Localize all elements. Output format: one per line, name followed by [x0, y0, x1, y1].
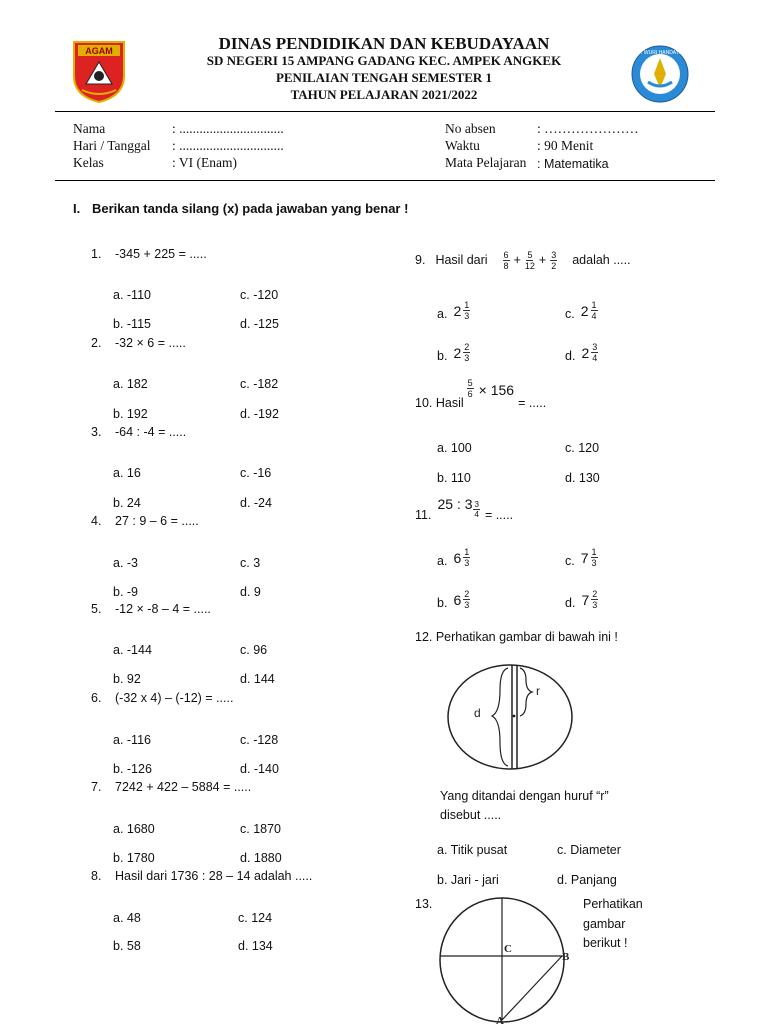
q1-option-b[interactable]: b. -115 — [113, 317, 151, 331]
agency-title: DINAS PENDIDIKAN DAN KEBUDAYAAN — [218, 34, 550, 53]
q9-prefix: Hasil dari — [435, 253, 488, 267]
q6-option-b[interactable]: b. -126 — [113, 762, 152, 776]
q9-suffix: adalah ..... — [572, 253, 631, 267]
q3-option-d[interactable]: d. -24 — [240, 496, 272, 510]
q11-expression: 25 : 3 — [437, 496, 473, 512]
tut-wuri-logo-text: TUT WURI HANDAYANI — [632, 50, 688, 56]
q6-option-d[interactable]: d. -140 — [240, 762, 279, 776]
q12-option-d[interactable]: d. Panjang — [557, 873, 617, 887]
q8-option-d[interactable]: d. 134 — [238, 939, 273, 953]
q9-option-b[interactable]: b. 2 $\frac{2}{3}$ — [437, 342, 470, 363]
q2-option-b[interactable]: b. 192 — [113, 407, 148, 421]
q4-option-c[interactable]: c. 3 — [240, 556, 261, 570]
q7-option-b[interactable]: b. 1780 — [113, 851, 155, 865]
q13-label-a: A — [496, 1015, 504, 1024]
q1-option-d[interactable]: d. -125 — [240, 317, 279, 331]
q9-fraction-3: $\frac{3}{2}$ — [551, 249, 557, 271]
q13-label-b: B — [562, 951, 570, 963]
q9-option-d[interactable]: d. 2 $\frac{3}{4}$ — [565, 342, 598, 363]
q8-number: 8. — [91, 869, 102, 883]
q5-text: -12 × -8 – 4 = ..... — [115, 602, 211, 616]
q5-option-c[interactable]: c. 96 — [240, 643, 268, 657]
question-11 — [415, 496, 513, 522]
q10-option-c[interactable]: c. 120 — [565, 441, 600, 455]
q12-question-line-1: Yang ditandai dengan huruf “r” — [440, 789, 609, 803]
exam-title: PENILAIAN TENGAH SEMESTER 1 — [275, 70, 493, 85]
q3-option-a[interactable]: a. 16 — [113, 466, 141, 480]
q12-label-r: r — [536, 684, 540, 698]
q1-option-a[interactable]: a. -110 — [113, 288, 151, 302]
q8-option-a[interactable]: a. 48 — [113, 911, 141, 925]
q10-suffix: = ..... — [518, 396, 547, 410]
q1-text: -345 + 225 = ..... — [115, 247, 207, 261]
date-value[interactable]: : ............................... — [172, 138, 284, 153]
q5-option-a[interactable]: a. -144 — [113, 643, 152, 657]
name-value[interactable]: : ............................... — [172, 121, 284, 136]
q6-option-a[interactable]: a. -116 — [113, 733, 151, 747]
time-value: : 90 Menit — [537, 138, 594, 153]
question-10 — [415, 378, 546, 410]
q12-option-c[interactable]: c. Diameter — [557, 843, 621, 857]
q13-number: 13. — [415, 897, 433, 911]
q7-text: 7242 + 422 – 5884 = ..... — [115, 780, 252, 794]
q3-option-b[interactable]: b. 24 — [113, 496, 141, 510]
q4-option-b[interactable]: b. -9 — [113, 585, 139, 599]
q8-option-c[interactable]: c. 124 — [238, 911, 273, 925]
q9-number: 9. — [415, 253, 426, 267]
q11-option-a[interactable]: a. 6 $\frac{1}{3}$ — [437, 547, 470, 568]
q11-suffix: = ..... — [484, 508, 514, 522]
q10-multiplier: × 156 — [478, 382, 515, 398]
agam-logo-text: AGAM — [85, 46, 113, 56]
q9-fraction-2: $\frac{5}{12}$ — [524, 249, 535, 271]
q9-option-a[interactable]: a. 2 $\frac{1}{3}$ — [437, 300, 470, 321]
q11-number: 11. — [415, 508, 432, 522]
q2-option-d[interactable]: d. -192 — [240, 407, 279, 421]
q13-label-c: C — [504, 943, 512, 955]
absen-label: No absen — [445, 121, 496, 136]
q2-number: 2. — [91, 336, 102, 350]
q4-option-a[interactable]: a. -3 — [113, 556, 139, 570]
q7-option-c[interactable]: c. 1870 — [240, 822, 282, 836]
q2-text: -32 × 6 = ..... — [115, 336, 186, 350]
q7-option-a[interactable]: a. 1680 — [113, 822, 155, 836]
question-9 — [415, 244, 631, 276]
date-label: Hari / Tanggal — [73, 138, 151, 153]
q6-text: (-32 x 4) – (-12) = ..... — [115, 691, 234, 705]
q9-option-c[interactable]: c. 2 $\frac{1}{4}$ — [565, 300, 597, 321]
q9-fraction-1: $\frac{6}{8}$ — [503, 249, 509, 271]
q5-number: 5. — [91, 602, 102, 616]
q7-number: 7. — [91, 780, 102, 794]
class-label: Kelas — [73, 155, 104, 170]
q8-text: Hasil dari 1736 : 28 – 14 adalah ..... — [115, 869, 313, 883]
section-number: I. — [73, 201, 81, 216]
q8-option-b[interactable]: b. 58 — [113, 939, 141, 953]
q3-text: -64 : -4 = ..... — [115, 425, 187, 439]
q13-circle-figure — [432, 892, 574, 1024]
q12-option-b[interactable]: b. Jari - jari — [437, 873, 499, 887]
q13-text-line-3: berikut ! — [583, 936, 628, 950]
class-value: : VI (Enam) — [172, 155, 237, 170]
q6-number: 6. — [91, 691, 102, 705]
q4-option-d[interactable]: d. 9 — [240, 585, 261, 599]
q9-op-2: + — [538, 253, 547, 267]
q11-option-c[interactable]: c. 7 $\frac{1}{3}$ — [565, 547, 597, 568]
q4-number: 4. — [91, 514, 102, 528]
info-divider — [55, 180, 715, 181]
q13-text-line-2: gambar — [583, 917, 626, 931]
q12-label-d: d — [474, 706, 481, 720]
q12-circle-figure — [442, 662, 578, 772]
subject-value: : Matematika — [537, 157, 609, 171]
name-label: Nama — [73, 121, 106, 136]
subject-label: Mata Pelajaran — [445, 155, 527, 170]
q11-option-b[interactable]: b. 6 $\frac{2}{3}$ — [437, 589, 470, 610]
q7-option-d[interactable]: d. 1880 — [240, 851, 282, 865]
time-label: Waktu — [445, 138, 480, 153]
q10-option-a[interactable]: a. 100 — [437, 441, 472, 455]
q9-op-1: + — [513, 253, 521, 267]
q12-title: 12. Perhatikan gambar di bawah ini ! — [415, 630, 618, 644]
q5-option-d[interactable]: d. 144 — [240, 672, 275, 686]
q6-option-c[interactable]: c. -128 — [240, 733, 279, 747]
q12-question-line-2: disebut ..... — [440, 808, 502, 822]
q10-fraction: $\frac{5}{6}$ — [467, 378, 473, 399]
q2-option-c[interactable]: c. -182 — [240, 377, 279, 391]
q11-fraction: $\frac{3}{4}$ — [474, 499, 479, 519]
q10-option-d[interactable]: d. 130 — [565, 471, 600, 485]
q13-text-line-1: Perhatikan — [583, 897, 643, 911]
absen-value[interactable]: : ………………… — [537, 121, 639, 136]
section-instruction: Berikan tanda silang (x) pada jawaban yang benar ! — [92, 201, 409, 216]
q1-option-c[interactable]: c. -120 — [240, 288, 279, 302]
q4-text: 27 : 9 – 6 = ..... — [115, 514, 199, 528]
q2-option-a[interactable]: a. 182 — [113, 377, 148, 391]
q12-option-a[interactable]: a. Titik pusat — [437, 843, 508, 857]
q3-number: 3. — [91, 425, 102, 439]
academic-year: TAHUN PELAJARAN 2021/2022 — [290, 87, 478, 102]
q1-number: 1. — [91, 247, 102, 261]
school-name: SD NEGERI 15 AMPANG GADANG KEC. AMPEK ANGKEK — [206, 53, 562, 68]
q3-option-c[interactable]: c. -16 — [240, 466, 272, 480]
header-divider — [55, 111, 715, 112]
q11-option-d[interactable]: d. 7 $\frac{2}{3}$ — [565, 589, 598, 610]
q5-option-b[interactable]: b. 92 — [113, 672, 141, 686]
q10-number: 10. Hasil — [415, 396, 464, 410]
q10-option-b[interactable]: b. 110 — [437, 471, 471, 485]
